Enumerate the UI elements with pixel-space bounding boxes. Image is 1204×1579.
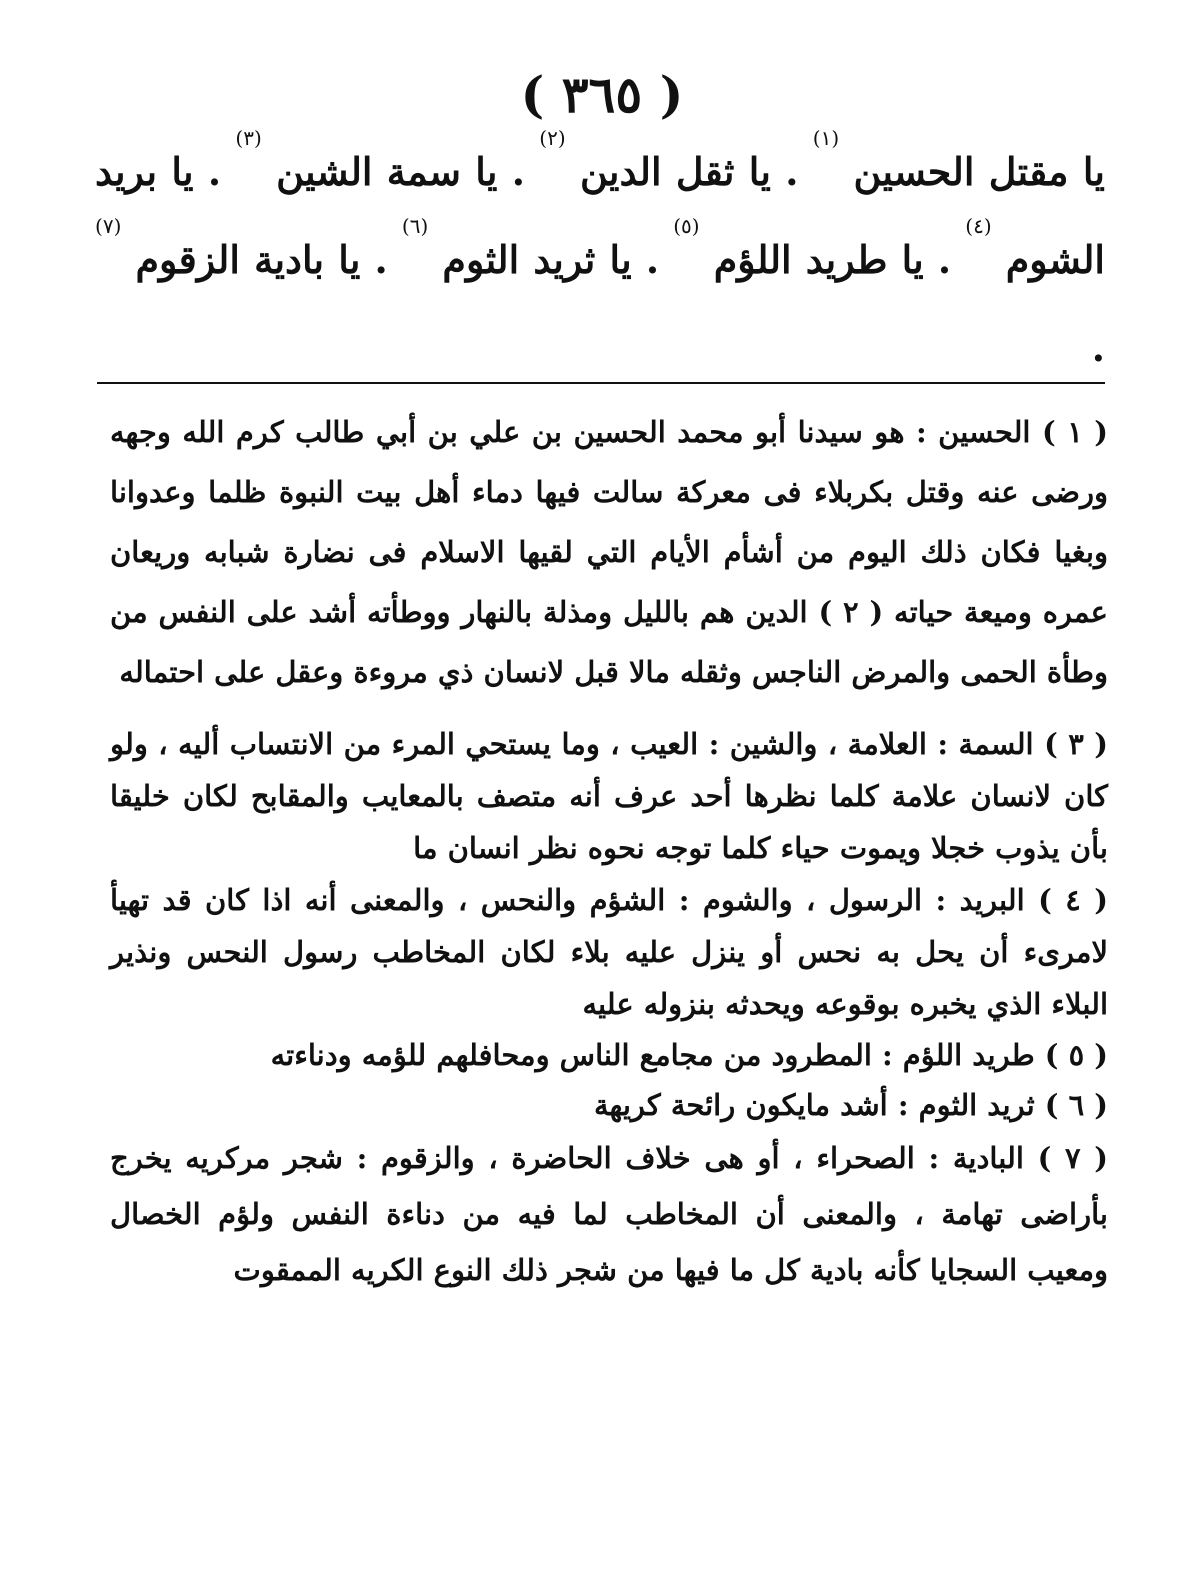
main-phrase: يا مقتل الحسين: [853, 149, 1105, 194]
main-phrase: . يا ثقل الدين: [579, 149, 799, 194]
main-phrase: . يا طريد اللؤم: [713, 237, 952, 282]
footnotes-section: [110, 402, 1108, 1298]
footnote-ref: (١): [812, 126, 840, 150]
footnote-ref: (٣): [235, 126, 262, 150]
footnote-3: ( ٣ ) السمة : العلامة ، والشين : العيب ، وما يستحي المرء من الانتساب أليه ، ولو كان لانسان علامة كلما نظرها أحد عرف أنه متصف بالمعايب والمقابح لكان خليقا بأن يذوب خجلا ويموت حياء كلما توجه نحوه نظر انسان ما: [110, 727, 1109, 865]
footnote-4: ( ٤ ) البريد : الرسول ، والشوم : الشؤم والنحس ، والمعنى أنه اذا كان قد تهيأ لامرىء أن يحل به نحس أو ينزل عليه بلاء لكان المخاطب رسول النحس ونذير البلاء الذي يخبره بوقوعه ويحدثه بنزوله عليه: [110, 883, 1108, 1021]
main-phrase: . يا بادية الزقوم: [135, 237, 388, 282]
main-phrase: . يا ثريد الثوم: [442, 237, 660, 282]
footnote-ref: (٤): [965, 214, 992, 238]
footnote-divider: [97, 382, 1105, 384]
footnote-ref: (٦): [401, 214, 429, 238]
footnote-ref: (٢): [539, 126, 566, 150]
footnote-5: ( ٥ ) طريد اللؤم : المطرود من مجامع الناس ومحافلهم للؤمه ودناءته: [270, 1038, 1108, 1072]
main-phrase: . يا سمة الشين: [276, 149, 525, 194]
footnote-ref: (٥): [673, 214, 700, 238]
footnote-1: ( ١ ) الحسين : هو سيدنا أبو محمد الحسين بن علي بن أبي طالب كرم الله وجهه ورضى عنه وقتل بكربلاء فى معركة سالت فيها دماء أهل بيت النبوة ظلما وعدوانا وبغيا فكان ذلك اليوم من أشأم الأيام التي لقيها الاسلام فى نضارة شبابه وريعان عمره وميعة حياته ( ٢ ) الدين هم بالليل ومذلة بالنهار ووطأته أشد على النفس من وطأة الحمى والمرض الناجس وثقله مالا قبل لانسان ذي مروءة وعقل على احتماله: [110, 415, 1108, 689]
page-number: ( ٣٦٥ ): [520, 65, 684, 124]
main-end-mark: .: [1091, 325, 1105, 370]
footnote-ref: (٧): [95, 214, 122, 238]
main-phrase: . يا بريد الشوم: [95, 149, 1105, 282]
footnote-6: ( ٦ ) ثريد الثوم : أشد مايكون رائحة كريهة: [593, 1088, 1108, 1122]
main-text: [95, 128, 1105, 392]
footnote-7: ( ٧ ) البادية : الصحراء ، أو هى خلاف الحاضرة ، والزقوم : شجر مركريه يخرج بأراضى تهامة ، والمعنى أن المخاطب لما فيه من دناءة النفس ولؤم الخصال ومعيب السجايا كأنه بادية كل ما فيها من شجر ذلك النوع الكريه الممقوت: [110, 1141, 1108, 1287]
